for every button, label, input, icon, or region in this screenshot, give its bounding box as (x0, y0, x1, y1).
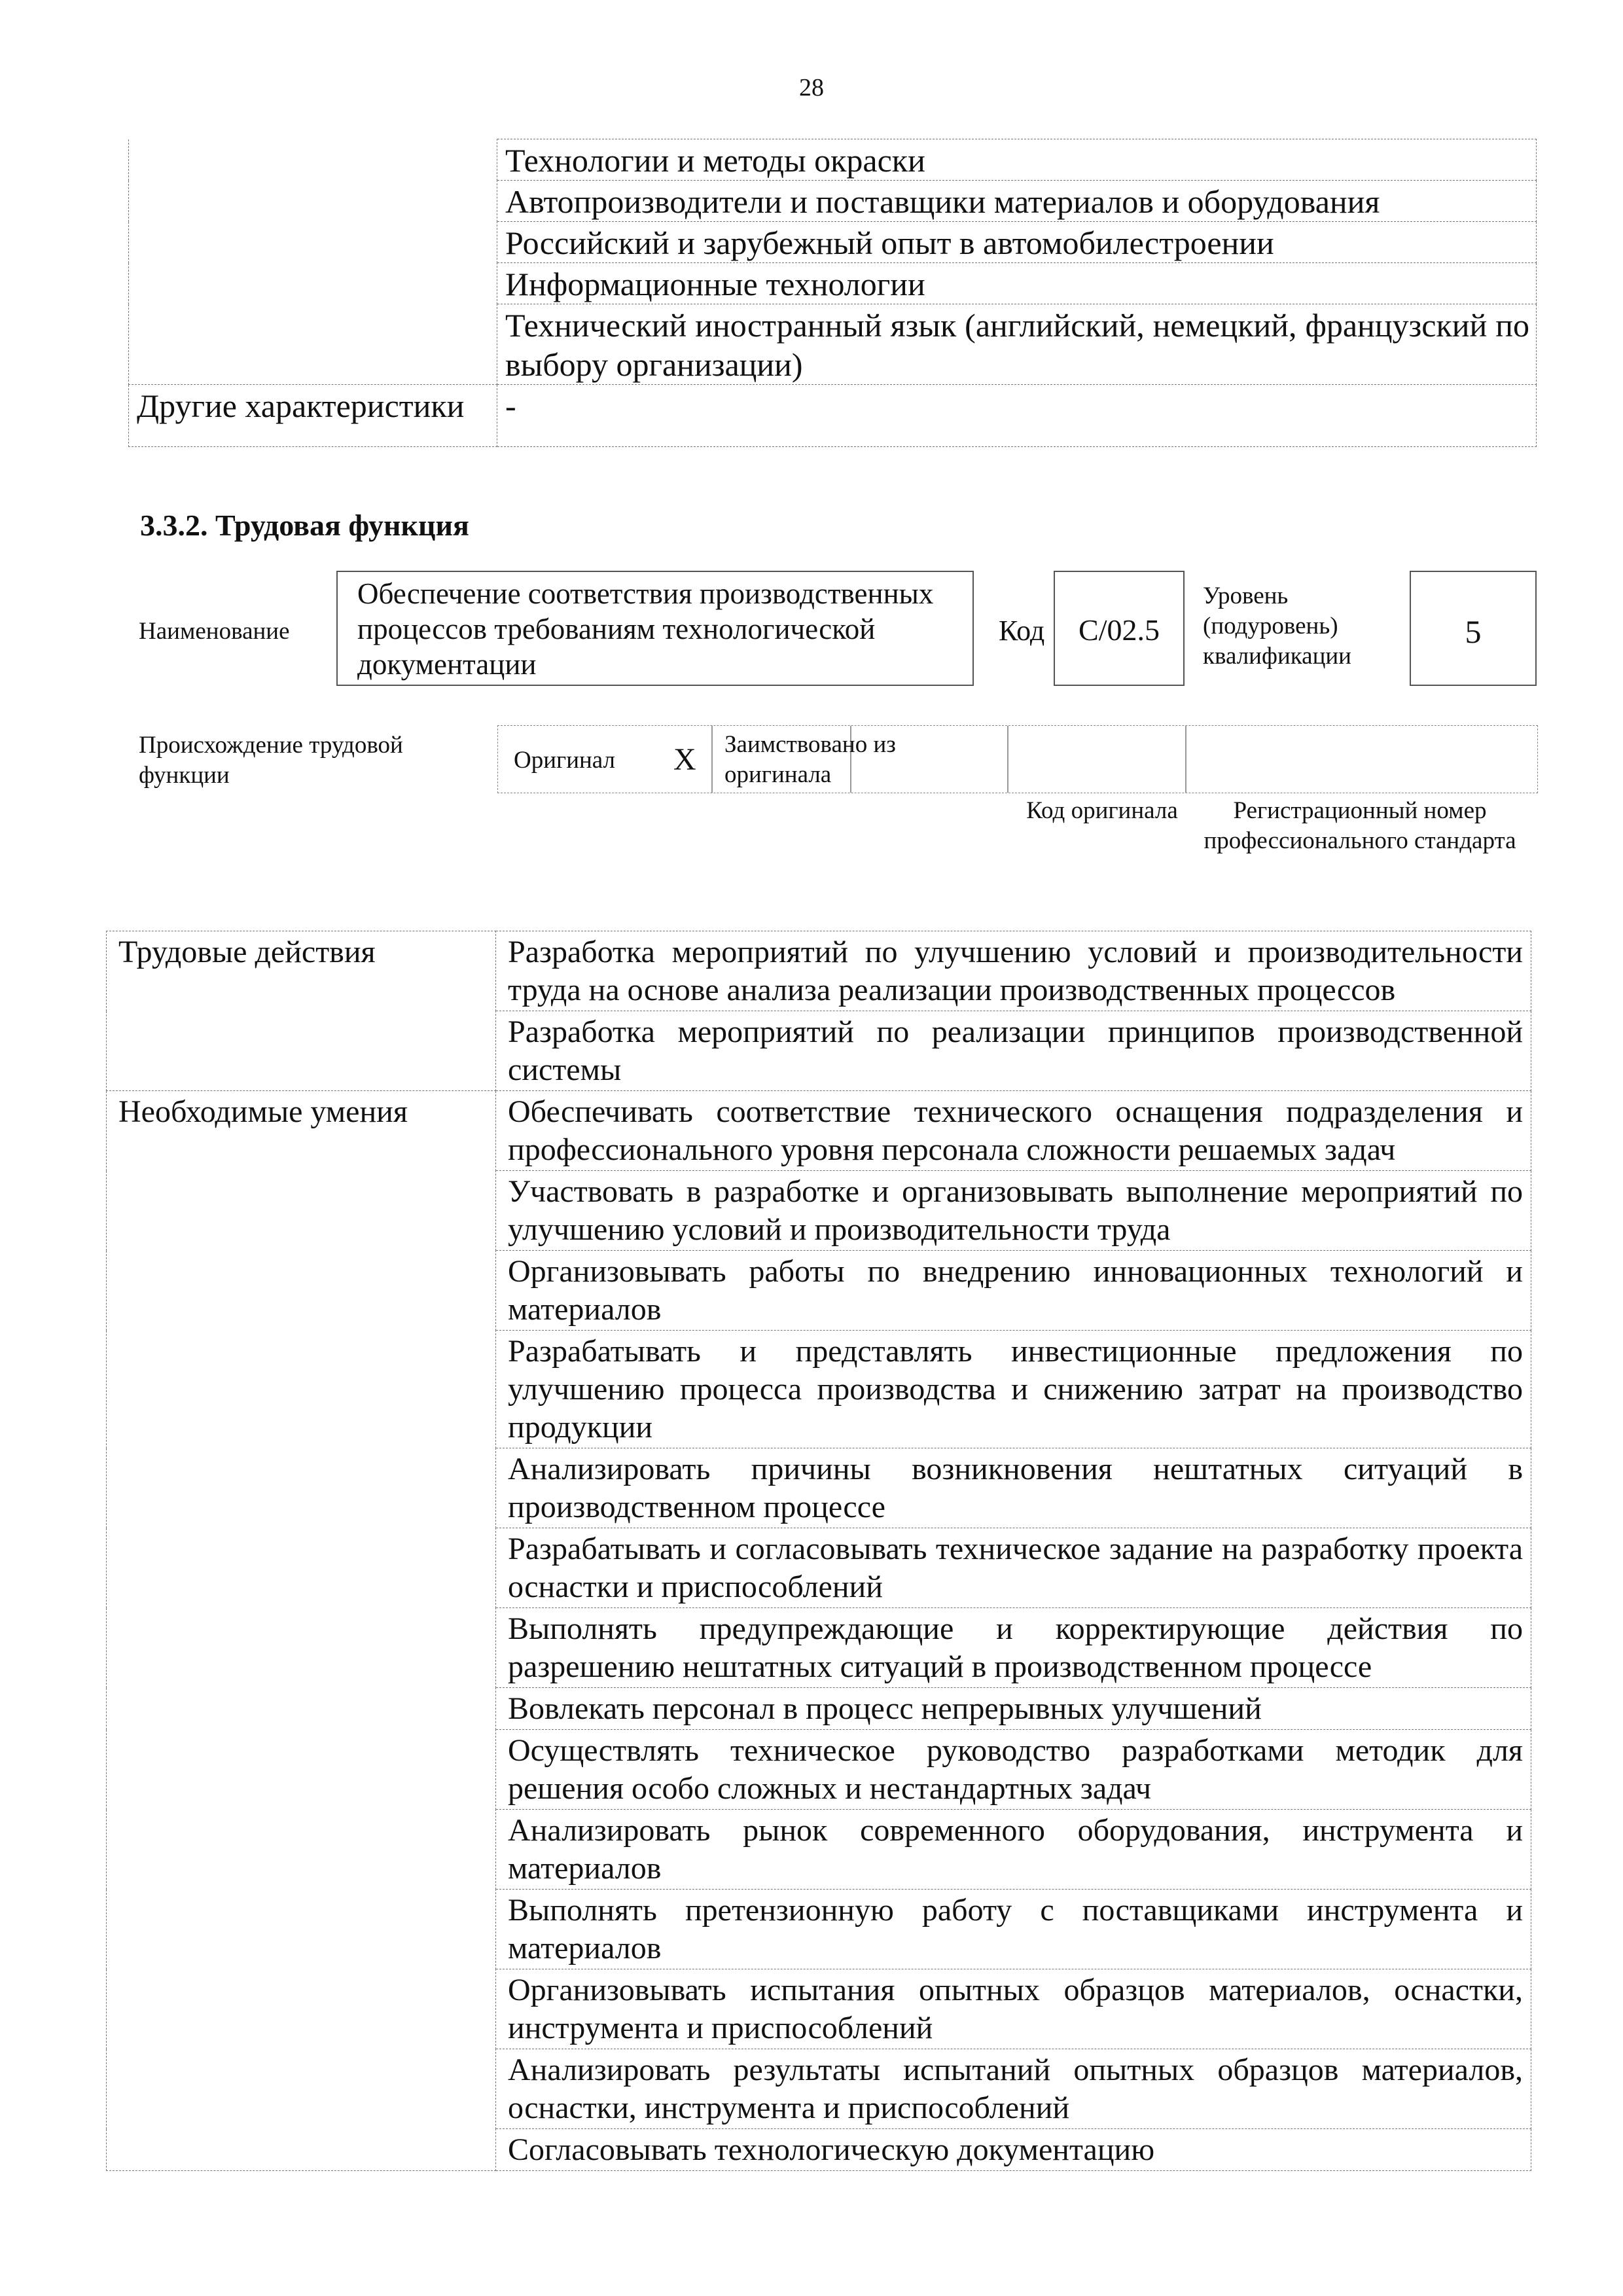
level-value-box (1410, 571, 1537, 686)
actions-skills-table (106, 931, 1531, 2171)
knowledge-item: Российский и зарубежный опыт в автомобилестроении (497, 222, 1537, 263)
level-value: 5 (1465, 613, 1482, 650)
action-item: Разработка мероприятий по реализации принципов производственной системы (496, 1011, 1531, 1091)
empty-label-cell (129, 139, 497, 385)
code-value-box (1054, 571, 1185, 686)
origin-label: Происхождение трудовой функции (139, 732, 403, 789)
function-name-box (336, 571, 974, 686)
code-original-caption: Код оригинала (1026, 797, 1178, 824)
function-name: Обеспечение соответствия производственных процессов требованиям технологической документации (357, 577, 934, 681)
reg-number-caption: Регистрационный номер профессионального стандарта (1204, 797, 1516, 854)
skill-item: Разрабатывать и представлять инвестиционные предложения по улучшению процесса производства и снижению затрат на производство продукции (496, 1331, 1531, 1448)
other-characteristics-value: - (497, 385, 1537, 447)
other-characteristics-label: Другие характеристики (129, 385, 497, 447)
knowledge-item: Технический иностранный язык (английский, немецкий, французский по выбору организации) (497, 304, 1537, 385)
level-label: Уровень (подуровень) квалификации (1203, 583, 1351, 670)
actions-label: Трудовые действия (107, 931, 496, 1091)
skill-item: Выполнять претензионную работу с поставщиками инструмента и материалов (496, 1890, 1531, 1969)
section-title: 3.3.2. Трудовая функция (140, 509, 469, 542)
name-label: Наименование (139, 618, 290, 645)
borrowed-label: Заимствовано из оригинала (724, 731, 896, 788)
skill-item: Согласовывать технологическую документацию (496, 2129, 1531, 2171)
skill-item: Осуществлять техническое руководство разработками методик для решения особо сложных и нестандартных задач (496, 1730, 1531, 1810)
knowledge-item: Технологии и методы окраски (497, 139, 1537, 181)
original-mark: X (673, 742, 696, 777)
skill-item: Организовывать испытания опытных образцов материалов, оснастки, инструмента и приспособлений (496, 1969, 1531, 2049)
skill-item: Обеспечивать соответствие технического оснащения подразделения и профессионального уровня персонала сложности решаемых задач (496, 1091, 1531, 1171)
original-label: Оригинал (514, 747, 616, 774)
table-row (129, 385, 1537, 447)
skill-item: Вовлекать персонал в процесс непрерывных улучшений (496, 1688, 1531, 1730)
skill-item: Выполнять предупреждающие и корректирующие действия по разрешению нештатных ситуаций в производственном процессе (496, 1608, 1531, 1688)
knowledge-item: Информационные технологии (497, 263, 1537, 304)
skills-label: Необходимые умения (107, 1091, 496, 2171)
knowledge-item: Автопроизводители и поставщики материалов и оборудования (497, 181, 1537, 222)
origin-table (497, 725, 1538, 793)
skill-item: Организовывать работы по внедрению инновационных технологий и материалов (496, 1251, 1531, 1331)
knowledge-table (128, 139, 1537, 447)
page-number: 28 (799, 74, 824, 101)
skill-item: Участвовать в разработке и организовывать выполнение мероприятий по улучшению условий и производительности труда (496, 1171, 1531, 1251)
action-item: Разработка мероприятий по улучшению условий и производительности труда на основе анализа реализации производственных процессов (496, 931, 1531, 1011)
table-row (129, 139, 1537, 181)
code-value: С/02.5 (1079, 613, 1160, 647)
skill-item: Разрабатывать и согласовывать техническое задание на разработку проекта оснастки и приспособлений (496, 1528, 1531, 1608)
skill-item: Анализировать причины возникновения нештатных ситуаций в производственном процессе (496, 1448, 1531, 1528)
skill-item: Анализировать результаты испытаний опытных образцов материалов, оснастки, инструмента и приспособлений (496, 2049, 1531, 2129)
code-label: Код (999, 615, 1045, 647)
skill-item: Анализировать рынок современного оборудования, инструмента и материалов (496, 1810, 1531, 1890)
table-row (107, 931, 1531, 1011)
table-row (107, 1091, 1531, 1171)
